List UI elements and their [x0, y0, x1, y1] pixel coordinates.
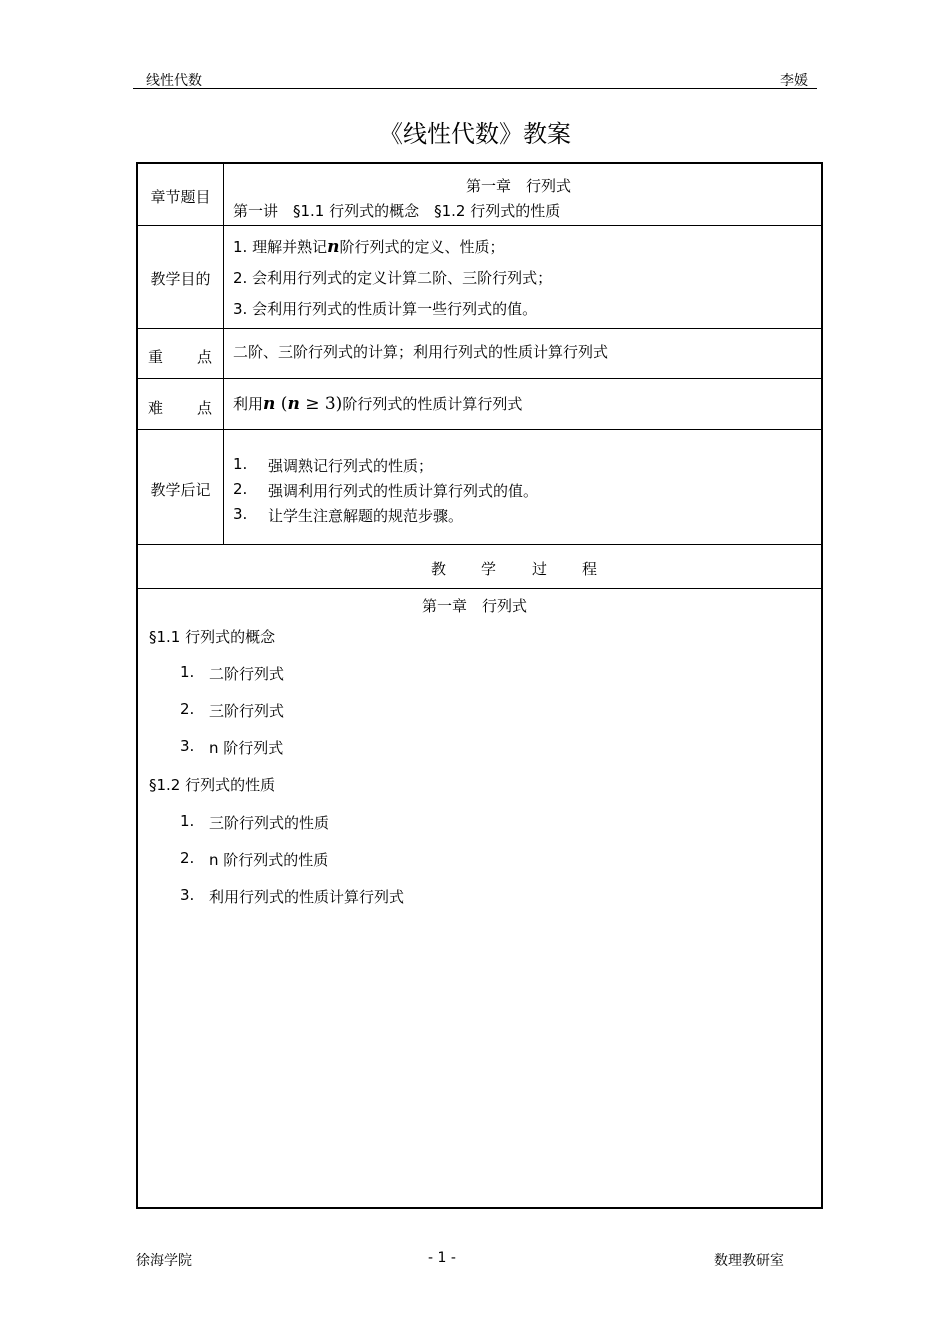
row-divider — [138, 544, 821, 545]
label-char: 点 — [197, 348, 213, 366]
chapter-label: 章节题目 — [150, 188, 211, 206]
label-char: 难 — [148, 399, 164, 417]
list-text: 强调利用行列式的性质计算行列式的值。 — [268, 482, 539, 500]
list-text: 让学生注意解题的规范步骤。 — [268, 507, 464, 525]
process-heading-char: 学 — [481, 560, 497, 578]
notes-item-2 — [233, 480, 539, 500]
list-number: 2. — [180, 700, 195, 718]
lesson-plan-table — [136, 162, 823, 1209]
list-text: 三阶行列式 — [209, 702, 285, 720]
process-heading-char: 教 — [431, 560, 447, 578]
header-left: 线性代数 — [146, 73, 202, 89]
list-number: 3. — [180, 737, 195, 755]
list-text: 二阶行列式 — [209, 665, 285, 683]
row-divider — [138, 378, 821, 379]
section-heading: §1.2 行列式的性质 — [149, 776, 276, 794]
objective-item-1 — [233, 236, 504, 257]
key-points-text: 二阶、三阶行列式的计算；利用行列式的性质计算行列式 — [233, 343, 609, 361]
list-text: 强调熟记行列式的性质； — [268, 457, 434, 475]
math-paren: ( — [280, 394, 288, 414]
objective-item-2: 2. 会利用行列式的定义计算二阶、三阶行列式； — [233, 269, 553, 287]
math-var: n — [327, 237, 340, 257]
notes-item-3 — [233, 505, 464, 525]
math-relation: ≥ 3) — [299, 394, 343, 414]
row-divider — [138, 328, 821, 329]
label-char: 重 — [148, 348, 164, 366]
content-chapter-title: 第一章 行列式 — [422, 597, 528, 615]
list-text: n 阶行列式的性质 — [209, 851, 329, 869]
list-number: 3. — [233, 505, 248, 523]
list-number: 1. — [180, 812, 195, 830]
list-text: 三阶行列式的性质 — [209, 814, 330, 832]
label-char: 点 — [197, 399, 213, 417]
section-heading: §1.1 行列式的概念 — [149, 628, 276, 646]
footer-left: 徐海学院 — [136, 1253, 192, 1269]
list-number: 3. — [180, 886, 195, 904]
list-number: 1. — [233, 455, 248, 473]
list-text: 利用行列式的性质计算行列式 — [209, 888, 405, 906]
notes-item-1 — [233, 455, 434, 475]
row-divider — [138, 429, 821, 430]
list-text: n 阶行列式 — [209, 739, 284, 757]
document-title: 《线性代数》教案 — [379, 120, 571, 148]
math-var: n — [287, 394, 300, 414]
chapter-title: 第一章 行列式 — [466, 177, 572, 195]
header-rule — [133, 88, 817, 89]
difficulty-text — [233, 393, 522, 414]
row-divider — [138, 225, 821, 226]
list-number: 2. — [180, 849, 195, 867]
process-heading-char: 程 — [582, 560, 598, 578]
row-divider — [138, 588, 821, 589]
objective-item-3: 3. 会利用行列式的性质计算一些行列式的值。 — [233, 300, 538, 318]
header-right: 李媛 — [780, 73, 808, 89]
footer-right: 数理教研室 — [714, 1253, 784, 1269]
list-number: 1. — [180, 663, 195, 681]
difficulty-prefix: 利用 — [233, 395, 264, 413]
lecture-title: 第一讲 §1.1 行列式的概念 §1.2 行列式的性质 — [233, 202, 561, 220]
list-number: 2. — [233, 480, 248, 498]
process-heading-char: 过 — [532, 560, 548, 578]
page-number: - 1 - — [428, 1250, 456, 1266]
math-var: n — [263, 394, 276, 414]
notes-label: 教学后记 — [150, 481, 211, 499]
difficulty-suffix: 阶行列式的性质计算行列式 — [342, 395, 523, 413]
objective-text: 阶行列式的定义、性质； — [339, 238, 505, 256]
objectives-label: 教学目的 — [150, 270, 211, 288]
objective-text: 1. 理解并熟记 — [233, 238, 328, 256]
column-divider — [223, 164, 224, 545]
